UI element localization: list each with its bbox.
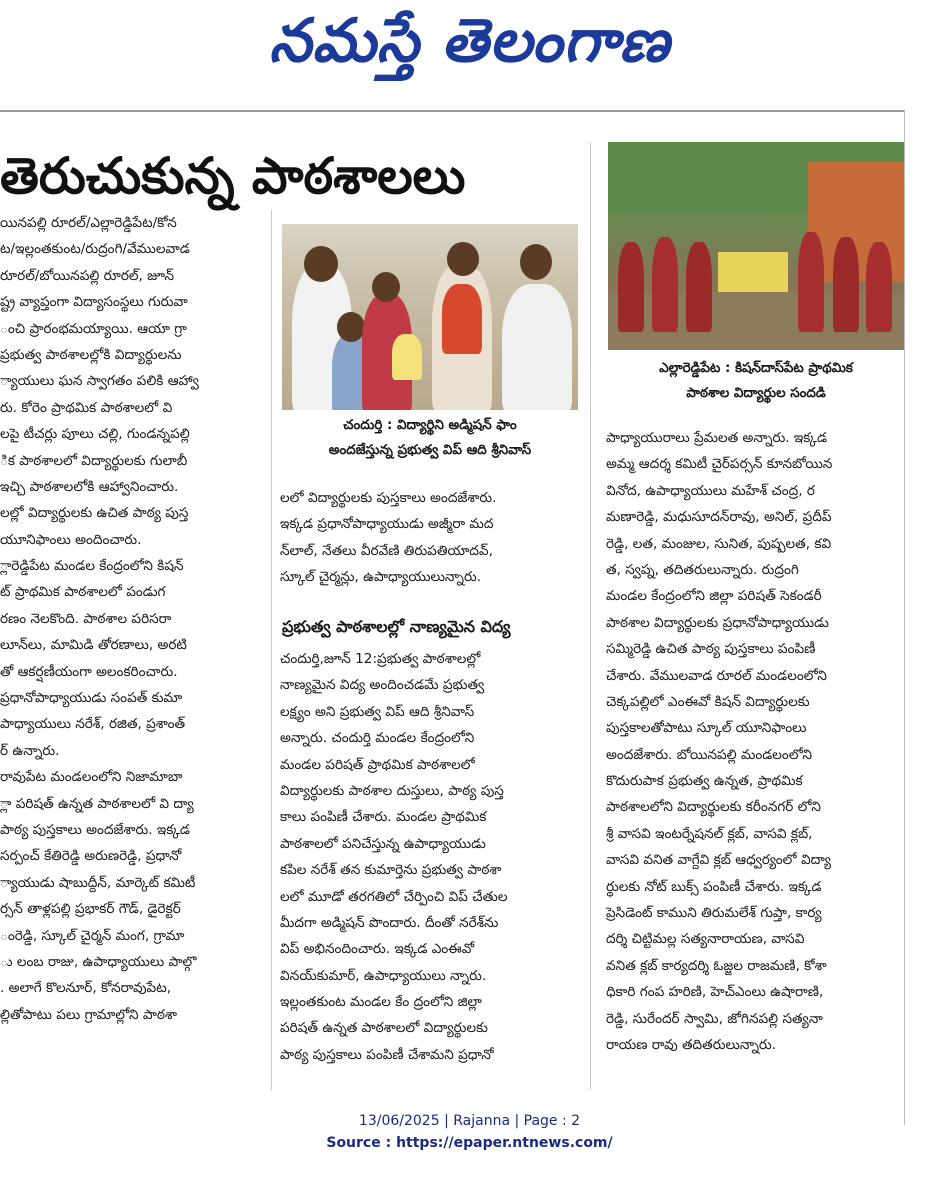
text-line: ప్రధానోపాధ్యాయుడు సంపత్ కుమా (0, 690, 183, 707)
text-line: వినయ్‌కుమార్, ఉపాధ్యాయులు న్నారు. (280, 967, 487, 984)
text-line: రణం నెలకొంది. పాఠశాల పరిసరా (0, 610, 172, 627)
text-line: ు లంబ రాజు, ఉపాధ్యాయులు పాల్గొ (0, 953, 197, 970)
caption-line: అందజేస్తున్న ప్రభుత్వ విప్ ఆది శ్రీనివాస్ (328, 443, 532, 458)
photo-students-celebration (608, 142, 904, 350)
child-head (337, 312, 365, 342)
text-line: . అలాగే కొలనూర్, కోనరావుపేట, (0, 980, 172, 997)
text-line: సర్పంచ్ కేతిరెడ్డి అరుణరెడ్డి, ప్రధానో (0, 848, 182, 865)
caption-line: ఎల్లారెడ్డిపేట : కిషన్‌దాస్‌పేట ప్రాథమిక (659, 361, 853, 376)
text-line: తో ఆకర్షణీయంగా అలంకరించారు. (0, 663, 178, 680)
mid-subhead: ప్రభుత్వ పాఠశాలల్లో నాణ్యమైన విద్య (282, 617, 511, 636)
text-line: ర్ ఉన్నారు. (0, 742, 60, 759)
top-rule (0, 110, 905, 112)
decoration-banner (718, 252, 788, 292)
text-line: స్కూల్ చైర్మన్లు, ఉపాధ్యాయులున్నారు. (280, 569, 482, 586)
text-line: ్లా పరిషత్ ఉన్నత పాఠశాలలో వి ద్యా (0, 795, 194, 812)
text-line: చెక్కపల్లిలో ఎంఈవో కిషన్ విద్యార్థులకు (606, 693, 810, 710)
text-line: పుస్తకాలతోపాటు స్కూల్ యూనిఫాంలు (606, 720, 807, 737)
text-line: కొదురుపాక ప్రభుత్వ ఉన్నత, ప్రాథమిక (606, 773, 803, 790)
text-line: రెడ్డి, లత, మంజుల, సునిత, పుష్పలత, కవి (606, 535, 832, 552)
text-line: ట్ ప్రాథమిక పాఠశాలలో పండుగ (0, 584, 166, 601)
caption-line: చందుర్తి : విద్యార్థిని అడ్మిషన్ ఫాం (343, 418, 517, 433)
student-figure (833, 237, 859, 332)
text-line: రూరల్/బోయినపల్లి రూరల్, జూన్ (0, 267, 175, 284)
footer-source: Source : https://epaper.ntnews.com/ (326, 1135, 613, 1151)
text-line: ర్థులకు నోట్ బుక్స్ పంపిణీ చేశారు. ఇక్కడ (606, 878, 822, 895)
text-line: ష్ట్ర వ్యాప్తంగా విద్యాసంస్థలు గురువా (0, 294, 188, 311)
student-figure (686, 242, 712, 332)
saffron-scarf (442, 284, 482, 354)
text-line: వనిత క్లబ్ కార్యదర్శి ఓజ్జల రాజమణి, కోశా (606, 957, 827, 974)
right-column (606, 425, 902, 1058)
text-line: యినపల్లి రూరల్/ఎల్లారెడ్డిపేట/కోన (0, 215, 177, 231)
text-line: ఇచ్చి పాఠశాలలోకి ఆహ్వానించారు. (0, 478, 179, 495)
text-line: పాఠ్య పుస్తకాలు అందజేశారు. ఇక్కడ (0, 821, 190, 838)
text-line: మండల కేంద్రంలోని జిల్లా పరిషత్ సెకండరీ (606, 588, 822, 605)
column-divider (271, 210, 272, 1090)
text-line: చేశారు. వేములవాడ రూరల్ మండలంలోని (606, 667, 827, 684)
text-line: లూన్‌లు, మామిడి తోరణాలు, అరటి (0, 637, 187, 654)
text-line: వినోద, ఉపాధ్యాయులు మహేశ్ చంద్ర, ర (606, 482, 815, 499)
text-line: రు. కోరెం ప్రాథమిక పాఠశాలలో వి (0, 399, 173, 416)
text-line: ిక పాఠశాలలో విద్యార్థులకు గులాబీ (0, 452, 188, 469)
text-line: అందజేశారు. బోయినపల్లి మండలంలోని (606, 746, 813, 763)
text-line: దర్శి చిట్టిమల్ల సత్యనారాయణ, వాసవి (606, 931, 805, 948)
text-line: వాసవి వనిత వాగ్దేవి క్లబ్ ఆధ్వర్యంలో విద్యా (606, 852, 832, 869)
student-figure (798, 232, 824, 332)
student-figure (618, 242, 644, 332)
text-line: న్‌లాల్, నేతలు వీరవేణి తిరుపతియాదవ్, (280, 542, 493, 559)
photo-admission-form (282, 224, 578, 410)
right-photo-caption (608, 356, 904, 406)
person-head (447, 242, 479, 276)
text-line: పాధ్యాయురాలు ప్రేమలత అన్నారు. ఇక్కడ (606, 430, 828, 446)
text-line: పాఠశాలలో పనిచేస్తున్న ఉపాధ్యాయుడు (280, 835, 486, 852)
text-line: ప్రెసిడెంట్ కాముని తిరుమలేశ్ గుప్తా, కార్య (606, 905, 822, 922)
footer (0, 1110, 939, 1154)
text-line: రెడ్డి, సురేందర్ స్వామి, జోగినపల్లి సత్యనా (606, 1010, 823, 1027)
text-line: అమ్మ ఆదర్శ కమిటీ చైర్‌పర్సన్ కూనబోయిన (606, 456, 833, 473)
text-line: మండల పరిషత్ ప్రాథమిక పాఠశాలలో (280, 756, 475, 773)
text-line: శ్రీ వాసవి ఇంటర్నేషనల్ క్లబ్, వాసవి క్లబ్, (606, 825, 813, 842)
text-line: నాణ్యమైన విద్య అందించడమే ప్రభుత్వ (280, 677, 485, 694)
text-line: త, స్వప్న, తదితరులున్నారు. రుద్రంగి (606, 561, 799, 578)
text-line: ర్సన్ తాళ్లపల్లి ప్రభాకర్ గౌడ్, డైరెక్టర్ (0, 901, 181, 918)
text-line: మణారెడ్డి, మధుసూదన్‌రావు, అనిల్, ప్రదీప్ (606, 509, 832, 526)
text-line: యూనిఫాంలు అందించారు. (0, 531, 142, 548)
text-line: ల్లితోపాటు పలు గ్రామాల్లోని పాఠశా (0, 1006, 177, 1023)
text-line: ధికారి గంప హరిణి, హెచ్ఎంలు ఉషారాణి, (606, 984, 824, 1001)
mid-column-top (280, 485, 582, 591)
person-head (304, 246, 338, 282)
text-line: ్యాయులు ఘన స్వాగతం పలికి ఆహ్వా (0, 373, 199, 390)
text-line: మీదగా అడ్మిషన్ పొందారు. దీంతో నరేశ్‌ను (280, 914, 499, 931)
text-line: రాయణ రావు తదితరులున్నారు. (606, 1036, 777, 1053)
text-line: ంరెడ్డి, స్కూల్ చైర్మన్ మంగ, గ్రామా (0, 927, 185, 944)
text-line: ఇక్కడ ప్రధానోపాధ్యాయుడు అజ్మీరా మద (280, 516, 494, 533)
text-line: ్యాయుడు షాబుద్దీన్, మార్కెట్ కమిటీ (0, 874, 196, 891)
text-line: చందుర్తి,జూన్ 12:ప్రభుత్వ పాఠశాలల్లో (280, 651, 481, 667)
text-line: పాఠ్య పుస్తకాలు పంపిణీ చేశామని ప్రధానో (280, 1046, 494, 1063)
side-rule (904, 110, 905, 1125)
masthead (0, 0, 939, 80)
student-figure (866, 242, 892, 332)
text-line: లలో విద్యార్థులకు పుస్తకాలు అందజేశారు. (280, 490, 497, 506)
text-line: విప్ అభినందించారు. ఇక్కడ ఎంఈవో (280, 941, 475, 958)
person-head (520, 244, 552, 280)
text-line: ్లారెడ్డిపేట మండల కేంద్రంలోని కిషన్ (0, 558, 184, 575)
text-line: ట/ఇల్లంతకుంట/రుద్రంగి/వేములవాడ (0, 241, 190, 258)
text-line: ప్రభుత్వ పాఠశాలల్లోకి విద్యార్థులను (0, 346, 182, 363)
headline: తెరుచుకున్న పాఠశాలలు (0, 147, 466, 205)
text-line: ంచి ప్రారంభమయ్యాయి. ఆయా గ్రా (0, 320, 187, 337)
text-line: లల్లో విద్యార్థులకు ఉచిత పాఠ్య పుస్త (0, 505, 189, 522)
text-line: కపిల నరేశ్ తన కుమార్తెను ప్రభుత్వ పాఠశా (280, 862, 502, 879)
text-line: పాఠశాలలోని విద్యార్థులకు కరీంనగర్ లోని (606, 799, 821, 816)
mid-column-body (280, 646, 582, 1068)
text-line: పరిషత్ ఉన్నత పాఠశాలలో విద్యార్థులకు (280, 1020, 488, 1037)
student-figure (652, 237, 678, 332)
person-head (372, 272, 400, 302)
text-line: పాఠశాల విద్యార్థులకు ప్రధానోపాధ్యాయుడు (606, 614, 829, 631)
footer-date-page: 13/06/2025 | Rajanna | Page : 2 (358, 1113, 581, 1129)
text-line: లలో మూడో తరగతిలో చేర్పించి విప్ చేతుల (280, 888, 508, 905)
text-line: ఇల్లంతకుంట మండల కేం ద్రంలోని జిల్లా (280, 994, 482, 1011)
masthead-title: నమస్తే తెలంగాణ (268, 6, 671, 76)
left-column (0, 210, 266, 1028)
text-line: కాలు పంపిణీ చేశారు. మండల ప్రాథమిక (280, 809, 487, 826)
text-line: లపై టీచర్లు పూలు చల్లి, గుండన్నపల్లి (0, 426, 190, 443)
text-line: సమ్మిరెడ్డి ఉచిత పాఠ్య పుస్తకాలు పంపిణీ (606, 641, 816, 658)
caption-line: పాఠశాల విద్యార్థుల సందడి (686, 386, 826, 401)
text-line: అన్నారు. చందుర్తి మండల కేంద్రంలోని (280, 730, 475, 747)
text-line: పాధ్యాయులు నరేశ్, రజిత, ప్రశాంత్ (0, 716, 186, 733)
mid-photo-caption (282, 413, 578, 463)
text-line: విద్యార్థులకు పాఠశాల దుస్తులు, పాఠ్య పుస్త (280, 782, 504, 799)
person-figure (502, 284, 572, 410)
text-line: రావుపేట మండలంలోని నిజామాబా (0, 769, 183, 786)
column-divider (590, 142, 591, 1090)
text-line: లక్ష్యం అని ప్రభుత్వ విప్ ఆది శ్రీనివాస్ (280, 703, 475, 720)
admission-form (392, 334, 422, 380)
